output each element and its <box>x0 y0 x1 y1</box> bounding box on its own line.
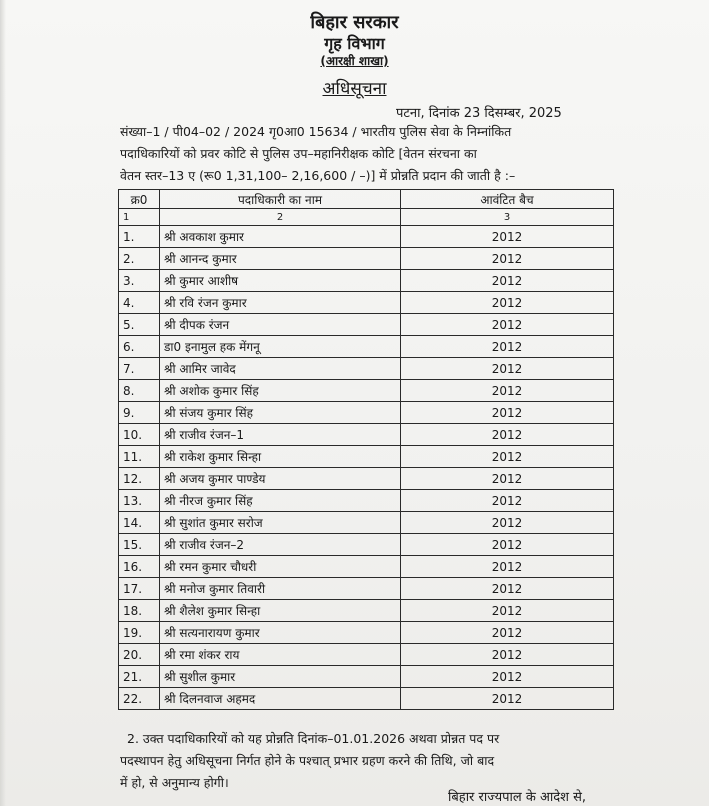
row-batch: 2012 <box>401 490 614 512</box>
table-row <box>119 270 614 292</box>
row-serial: 15. <box>119 534 160 556</box>
row-batch: 2012 <box>401 556 614 578</box>
government-title: बिहार सरकार <box>310 12 399 33</box>
table-row <box>119 490 614 512</box>
table-row <box>119 248 614 270</box>
row-serial: 13. <box>119 490 160 512</box>
row-batch: 2012 <box>401 666 614 688</box>
row-batch: 2012 <box>401 644 614 666</box>
header-batch: आवंटित बैच <box>401 190 614 209</box>
row-batch: 2012 <box>401 248 614 270</box>
row-serial: 9. <box>119 402 160 424</box>
row-batch: 2012 <box>401 336 614 358</box>
row-officer-name: श्री आमिर जावेद <box>160 358 401 380</box>
row-serial: 6. <box>119 336 160 358</box>
table-row <box>119 578 614 600</box>
table-row <box>119 512 614 534</box>
branch-title: (आरक्षी शाखा) <box>320 54 389 68</box>
header-serial: क्र0 <box>119 190 160 209</box>
intro-line-2: पदाधिकारियों को प्रवर कोटि से पुलिस उप–महानिरीक्षक कोटि [वेतन संरचना का <box>120 146 477 161</box>
intro-line-1: संख्या–1 / पी04–02 / 2024 गृ0आ0 15634 / भारतीय पुलिस सेवा के निम्नांकित <box>120 124 512 139</box>
row-batch: 2012 <box>401 270 614 292</box>
row-serial: 5. <box>119 314 160 336</box>
row-batch: 2012 <box>401 600 614 622</box>
row-serial: 20. <box>119 644 160 666</box>
row-officer-name: श्री रवि रंजन कुमार <box>160 292 401 314</box>
row-batch: 2012 <box>401 446 614 468</box>
footer-line-2: पदस्थापन हेतु अधिसूचना निर्गत होने के पश्चात् प्रभार ग्रहण करने की तिथि, जो बाद <box>120 753 495 768</box>
table-row <box>119 424 614 446</box>
row-batch: 2012 <box>401 622 614 644</box>
table-row <box>119 644 614 666</box>
row-officer-name: श्री रमा शंकर राय <box>160 644 401 666</box>
table-row <box>119 358 614 380</box>
table-row <box>119 446 614 468</box>
footer-line-1: 2. उक्त पदाधिकारियों को यह प्रोन्नति दिनांक–01.01.2026 अथवा प्रोन्नत पद पर <box>127 731 500 746</box>
table-row <box>119 534 614 556</box>
table-row <box>119 556 614 578</box>
row-serial: 11. <box>119 446 160 468</box>
table-row <box>119 292 614 314</box>
table-row <box>119 666 614 688</box>
row-serial: 1. <box>119 226 160 248</box>
governor-order-line: बिहार राज्यपाल के आदेश से, <box>448 790 587 805</box>
column-number-1: 1 <box>119 209 160 226</box>
row-officer-name: डा0 इनामुल हक मेंगनू <box>160 336 401 358</box>
place-date-line: पटना, दिनांक 23 दिसम्बर, 2025 <box>396 106 562 121</box>
row-serial: 16. <box>119 556 160 578</box>
footer-line-3: में हो, से अनुमान्य होगी। <box>120 775 229 790</box>
row-serial: 7. <box>119 358 160 380</box>
promotion-table <box>118 189 614 710</box>
row-batch: 2012 <box>401 578 614 600</box>
row-officer-name: श्री कुमार आशीष <box>160 270 401 292</box>
row-officer-name: श्री राजीव रंजन–2 <box>160 534 401 556</box>
row-officer-name: श्री सत्यनारायण कुमार <box>160 622 401 644</box>
row-officer-name: श्री राजीव रंजन–1 <box>160 424 401 446</box>
row-batch: 2012 <box>401 226 614 248</box>
row-officer-name: श्री आनन्द कुमार <box>160 248 401 270</box>
table-row <box>119 314 614 336</box>
table-row <box>119 468 614 490</box>
row-serial: 17. <box>119 578 160 600</box>
row-serial: 19. <box>119 622 160 644</box>
row-batch: 2012 <box>401 688 614 710</box>
row-batch: 2012 <box>401 534 614 556</box>
row-batch: 2012 <box>401 512 614 534</box>
header-name: पदाधिकारी का नाम <box>160 190 401 209</box>
row-serial: 18. <box>119 600 160 622</box>
column-number-row <box>119 209 614 226</box>
table-row <box>119 226 614 248</box>
row-officer-name: श्री शैलेश कुमार सिन्हा <box>160 600 401 622</box>
page-fold-shadow <box>0 0 6 806</box>
notification-heading: अधिसूचना <box>322 79 387 99</box>
row-serial: 22. <box>119 688 160 710</box>
table-row <box>119 600 614 622</box>
table-body <box>119 226 614 710</box>
row-batch: 2012 <box>401 468 614 490</box>
row-officer-name: श्री रमन कुमार चौधरी <box>160 556 401 578</box>
column-number-2: 2 <box>160 209 401 226</box>
row-serial: 10. <box>119 424 160 446</box>
intro-line-3: वेतन स्तर–13 ए (रू0 1,31,100– 2,16,600 / –)] में प्रोन्नति प्रदान की जाती है :– <box>120 168 516 183</box>
row-serial: 12. <box>119 468 160 490</box>
table-row <box>119 380 614 402</box>
row-serial: 3. <box>119 270 160 292</box>
row-batch: 2012 <box>401 358 614 380</box>
row-batch: 2012 <box>401 314 614 336</box>
row-batch: 2012 <box>401 402 614 424</box>
row-batch: 2012 <box>401 380 614 402</box>
row-officer-name: श्री मनोज कुमार तिवारी <box>160 578 401 600</box>
row-batch: 2012 <box>401 424 614 446</box>
table-row <box>119 688 614 710</box>
row-officer-name: श्री अवकाश कुमार <box>160 226 401 248</box>
row-officer-name: श्री सुशांत कुमार सरोज <box>160 512 401 534</box>
table-row <box>119 336 614 358</box>
row-officer-name: श्री संजय कुमार सिंह <box>160 402 401 424</box>
row-officer-name: श्री अजय कुमार पाण्डेय <box>160 468 401 490</box>
row-batch: 2012 <box>401 292 614 314</box>
table-row <box>119 622 614 644</box>
row-serial: 21. <box>119 666 160 688</box>
row-serial: 14. <box>119 512 160 534</box>
row-officer-name: श्री सुशील कुमार <box>160 666 401 688</box>
table-row <box>119 402 614 424</box>
row-officer-name: श्री अशोक कुमार सिंह <box>160 380 401 402</box>
department-title: गृह विभाग <box>324 34 385 53</box>
table-header-row <box>119 190 614 209</box>
row-officer-name: श्री राकेश कुमार सिन्हा <box>160 446 401 468</box>
column-number-3: 3 <box>401 209 614 226</box>
row-serial: 2. <box>119 248 160 270</box>
row-serial: 8. <box>119 380 160 402</box>
row-officer-name: श्री नीरज कुमार सिंह <box>160 490 401 512</box>
row-officer-name: श्री दीपक रंजन <box>160 314 401 336</box>
row-officer-name: श्री दिलनवाज अहमद <box>160 688 401 710</box>
row-serial: 4. <box>119 292 160 314</box>
